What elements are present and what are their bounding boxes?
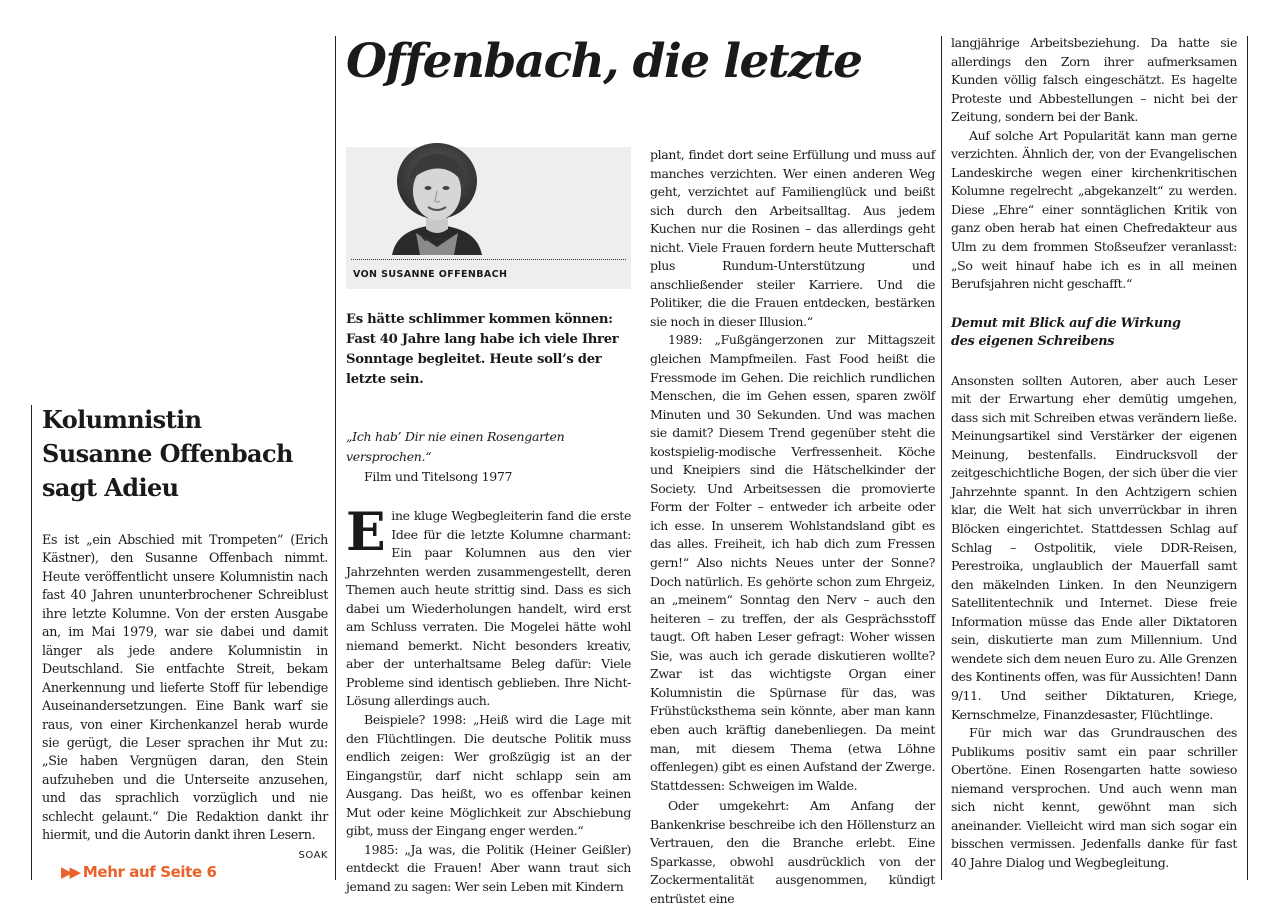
column-rule: [1247, 36, 1248, 880]
paragraph: ine kluge Wegbegleiterin fand die erste Idee für die letzte Kolumne charmant: Ein paar Kolumnen aus den vier Jahrzehnten werden zusammengestellt, deren Themen auch heute strittig sind. Dass es sich dabei um Wiederholungen handelt, wird erst am Schluss verraten. Die Mogelei hätte wohl niemand bemerkt. Nicht besonders kreativ, aber der unterhaltsame Beleg dafür: Viele Probleme sind identisch geblieben. Ihre Nicht-Lösung allerdings auch.: [346, 508, 631, 709]
paragraph: Auf solche Art Popularität kann man gerne verzichten. Ähnlich der, von der Evangelischen Landeskirche wegen einer kirchenkritischen Kolumne regelrecht „abgekanzelt“ zu werden. Diese „Ehre“ einer sonntäglichen Kritik von ganz oben herab hat einen Chefredakteur aus Ulm zu dem frommen Stoßseufzer veranlasst: „So weit hinauf habe ich es in all meinen Berufsjahren nicht geschafft.“: [951, 127, 1237, 292]
column-rule: [31, 405, 32, 880]
paragraph: 1985: „Ja was, die Politik (Heiner Geißler) entdeckt die Frauen! Aber wann traut sich jemand zu sagen: Wer sein Leben mit Kindern: [346, 841, 631, 894]
epigraph-quote: „Ich hab’ Dir nie einen Rosengarten versprochen.“: [346, 429, 565, 464]
column-3-body-top: [951, 34, 1237, 294]
epigraph-source: Film und Titelsong 1977: [364, 469, 513, 484]
author-box: [346, 147, 631, 289]
column-rule: [335, 36, 336, 880]
paragraph: 1989: „Fußgängerzonen zur Mittagszeit gleichen Mampfmeilen. Fast Food heißt die Fressmode im Gehen. Die reichlich rundlichen Menschen, die im Gehen essen, sparen zwölf Minuten und 30 Sekunden. Und was machen sie damit? Diesem Trend gegenüber steht die kostspielig-modische Verfressenheit. Köche und Kneipiers sind die Hätschelkinder der Society. Und Arbeitsessen die promovierte Form der Folter – entweder ich arbeite oder ich esse. In unserem Wohlstandsland gibt es das alles. Freiheit, ich hab dich zum Fressen gern!“ Also nichts Neues unter der Sonne? Doch natürlich. Es gehörte schon zum Ehrgeiz, an „meinem“ Sonntag den Nerv – auch den heiteren – zu treffen, der als Gesprächsstoff taugt. Oft haben Leser gefragt: Woher wissen Sie, was auch ich gerade diskutieren wollte? Zwar ist das wichtigste Organ einer Kolumnistin die Spürnase für das, was Frühstücksthema sein könnte, aber man kann eben auch kräftig danebenliegen. Da meint man, mit diesem Thema (etwa Löhne offenlegen) gibt es einen Aufstand der Zwerge. Stattdessen: Schweigen im Walde.: [650, 332, 935, 793]
article-headline: Offenbach, die letzte: [346, 34, 862, 89]
paragraph: Für mich war das Grundrauschen des Publikums positiv samt ein paar schriller Obertöne. Einen Rosengarten hatte sowieso niemand versprochen. Und auch wenn man sich nicht kennt, gewöhnt man sich aneinander. Vielleicht wird man sich sogar ein bisschen vermissen. Jedenfalls danke für fast 40 Jahre Dialog und Wegbegleitung.: [951, 725, 1237, 870]
epigraph: [346, 427, 631, 487]
teaser-title-line: Kolumnistin: [42, 405, 202, 434]
paragraph: Ansonsten sollten Autoren, aber auch Leser mit der Erwartung eher demütig umgehen, dass sich mit Schreiben etwas verändern ließe. Meinungsartikel sind Verstärker der eigenen Meinung, bestenfalls. Eindrucksvoll der zeitgeschichtliche Bogen, der sich über die vier Jahrzehnte spannt. In den Achtzigern schien klar, die Welt hat sich unverrückbar in ihren Blöcken eingerichtet. Stattdessen Schlag auf Schlag – Ostpolitik, viele DDR-Reisen, Perestroika, unglaublich der Mauerfall samt den mäkelnden Linken. In den Neunzigern Satellitentechnik und Internet. Diese freie Information müsse das Ende aller Diktatoren sein, diskutierte man zum Millennium. Und wendete sich dem neuen Euro zu. Alle Grenzen des Kontinents offen, was für Aussichten! Dann 9/11. Und seither Diktaturen, Kriege, Kernschmelze, Finanzdesaster, Flüchtlinge.: [951, 372, 1237, 722]
paragraph: langjährige Arbeitsbeziehung. Da hatte sie allerdings den Zorn ihrer aufmerksamen Kunden völlig falsch eingeschätzt. Es hagelte Proteste und Abbestellungen – nicht bei der Zeitung, sondern bei der Bank.: [951, 35, 1237, 125]
teaser-body: Es ist „ein Abschied mit Trompeten“ (Erich Kästner), den Susanne Offenbach nimmt. Heute veröffentlicht unsere Kolumnistin nach fast 40 Jahren ununterbrochener Schreiblust ihre letzte Kolumne. Von der ersten Ausgabe an, im Mai 1979, war sie dabei und damit länger als jede andere Kolumnistin in Deutschland. Sie entfachte Streit, bekam Anerkennung und lieferte Stoff für lebendige Auseinandersetzungen. Eine Bank warf sie raus, von einer Kirchenkanzel herab wurde sie gerügt, die Leser sprachen ihr Mut zu: „Sie haben Vergnügen daran, den Stein aufzuheben und die Unterseite anzusehen, und das sprachlich vorzüglich und nie schlecht gelaunt.“ Die Redaktion dankt ihr hiermit, und die Autorin dankt ihren Lesern.: [42, 532, 328, 843]
subheading-line: Demut mit Blick auf die Wirkung: [951, 315, 1181, 331]
paragraph: plant, findet dort seine Erfüllung und muss auf manches verzichten. Wer einen anderen Weg geht, verzichtet auf Familienglück und beißt sich durch den Arbeitsalltag. Aus jedem Kuchen nur die Rosinen – das allerdings geht nicht. Viele Frauen fordern heute Mutterschaft plus Rundum-Unterstützung und anschließender steiler Karriere. Und die Politiker, die die Frauen entdecken, bestärken sie noch in dieser Illusion.“: [650, 147, 935, 329]
article-column-3: [951, 34, 1237, 872]
teaser-title-line: Susanne Offenbach: [42, 439, 293, 468]
paragraph: Beispiele? 1998: „Heiß wird die Lage mit den Flüchtlingen. Die deutsche Politik muss endlich zeigen: Wer großzügig ist an der Eingangstür, darf nicht schlapp sein am Ausgang. Das heißt, wo es offenbar keinen Mut oder keine Möglichkeit zur Abschiebung gibt, muss der Eingang enger werden.“: [346, 712, 631, 839]
more-link[interactable]: [61, 863, 217, 881]
subheading-line: des eigenen Schreibens: [951, 334, 1115, 350]
teaser-title-line: sagt Adieu: [42, 473, 179, 502]
subheading: [951, 315, 1237, 352]
teaser-title: [42, 403, 328, 505]
drop-cap: E: [346, 502, 386, 563]
column-3-body-bottom: [951, 372, 1237, 873]
article-lead: Es hätte schlimmer kommen können: Fast 40 Jahre lang habe ich viele Ihrer Sonntage begleitet. Heute soll’s der letzte sein.: [346, 312, 619, 387]
article-column-2: [650, 146, 935, 908]
paragraph: Oder umgekehrt: Am Anfang der Bankenkrise beschreibe ich den Höllensturz an Vertrauen, den die Branche erlebt. Eine Sparkasse, obwohl ausdrücklich von der Zockermentalität ausgenommen, kündigt entrüstet eine: [650, 798, 935, 906]
author-divider: [351, 259, 626, 260]
teaser-body-wrap: [42, 531, 328, 861]
teaser-signature: SOAK: [298, 849, 328, 861]
more-arrows-icon: ▶▶: [61, 863, 79, 881]
more-link-label: Mehr auf Seite 6: [82, 863, 217, 881]
teaser: [42, 403, 328, 865]
column-rule: [941, 36, 942, 880]
author-portrait: [382, 141, 492, 255]
article-column-1: [346, 310, 631, 896]
author-label: VON SUSANNE OFFENBACH: [353, 269, 508, 280]
column-1-body: [346, 502, 631, 896]
